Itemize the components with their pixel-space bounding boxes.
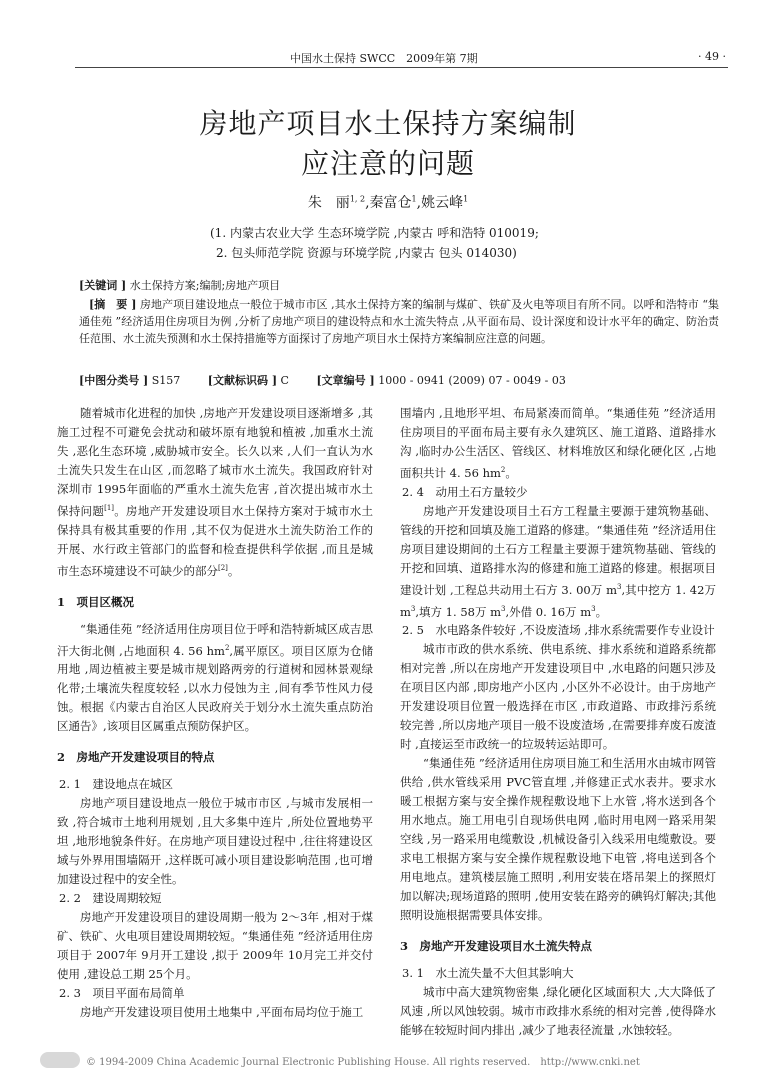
article-no-value: 1000 - 0941 (2009) 07 - 0049 - 03 [378,374,566,387]
section-1-paragraph: “集通佳苑 ”经济适用住房项目位于呼和浩特新城区成吉思汗大街北侧 ,占地面积 4. 56 $hm^2$,属平原区。项目区原为仓储用地 ,周边植被主要是城市规划路两旁的行道树和园林景观绿化带;土壤流失程度较轻 ,以水力侵蚀为主 ,间有季节性风力侵蚀。根据《内蒙古自治区人民政府关于划分水土流失重点防治区通告》,该项目区属重点预防保护区。 [57,621,374,734]
section-2-3-heading: 2. 3 项目平面布局简单 [59,986,185,1001]
author-1: 朱 丽 [307,195,350,211]
left-column [57,404,373,1022]
author-2: ,秦富仓 [365,195,412,211]
section-2-4-paragraph: 房地产开发建设项目土石方工程量主要源于建筑物基础、管线的开挖和回填及施工道路的修建。“集通佳苑 ”经济适用住房项目建设期间的土石方工程量主要源于建筑物基础、管线的开挖和回填、道路排水沟的修建和施工道路的修建。根据项目建设计划 ,工程总共动用土石方 3. 00万 $m^3$,其中挖方 1. 42万 $m^3$,填方 1. 58万 $m^3$,外借 0. 16万 $m^3$。 [400,503,716,619]
affiliation-1: (1. 内蒙古农业大学 生态环境学院 ,内蒙古 呼和浩特 010019; [210,226,539,240]
author-2-affil: 1 [411,194,417,204]
keywords-label: [关键词 ] [79,279,127,292]
section-1-heading: 1 项目区概况 [57,594,135,609]
journal-name: 中国水土保持 SWCC 2009年第 7期 [290,52,478,65]
doc-code-value: C [280,374,289,387]
citation-2: [2] [218,563,228,572]
doc-code-label: [文献标识码 ] [207,374,278,387]
cnki-logo-icon [40,1052,80,1068]
article-title [0,104,776,184]
section-2-heading: 2 房地产开发建设项目的特点 [57,750,215,765]
author-1-affil: 1, 2 [349,194,366,204]
section-2-5-heading: 2. 5 水电路条件较好 ,不设废渣场 ,排水系统需要作专业设计 [402,623,715,638]
abstract-text: 房地产项目建设地点一般位于城市市区 ,其水土保持方案的编制与煤矿、铁矿及火电等项目有所不同。以呼和浩特市 “集通佳苑 ”经济适用住房项目为例 ,分析了房地产项目的建设特点和水土流失特点 ,从平面布局、设计深度和设计水平年的确定、防治责任范围、水土流失预测和水土保持措施等方面探讨了房地产项目水土保持方案编制应注意的问题。 [79,298,719,345]
section-3-1-heading: 3. 1 水土流失量不大但其影响大 [402,966,574,981]
running-header [75,49,728,68]
affiliation-2: 2. 包头师范学院 资源与环境学院 ,内蒙古 包头 014030) [216,246,517,260]
author-list [0,192,776,212]
article-no-label: [文章编号 ] [316,374,375,387]
section-2-2-paragraph: 房地产开发建设项目的建设周期一般为 2～3年 ,相对于煤矿、铁矿、火电项目建设周期较短。“集通佳苑 ”经济适用住房项目于 2007年 9月开工建设 ,拟于 2009年 10月完工并交付使用 ,建设总工期 25个月。 [57,910,373,982]
clc-label: [中图分类号 ] [79,374,149,387]
section-3-heading: 3 房地产开发建设项目水土流失特点 [400,939,592,954]
page-number: · 49 · [698,50,726,63]
author-3: ,姚云峰 [416,195,464,211]
classification-line [79,372,719,389]
section-2-3-continued: 围墙内 ,且地形平坦、布局紧凑而简单。“集通佳苑 ”经济适用住房项目的平面布局主要有永久建筑区、施工道路、道路排水沟 ,临时办公生活区、管线区、材料堆放区和绿化硬化区 ,占地面积共计 4. 56 $hm^2$。 [400,406,716,480]
section-2-3-paragraph: 房地产开发建设项目使用土地集中 ,平面布局均位于施工 [80,1005,364,1020]
citation-1: [1] [104,504,115,512]
section-2-1-heading: 2. 1 建设地点在城区 [59,777,173,792]
clc-value: S157 [151,374,181,387]
section-2-5-paragraph-2: “集通佳苑 ”经济适用住房项目施工和生活用水由城市网管供给 ,供水管线采用 PVC管直埋 ,并修建正式水表井。要求水暖工根据方案与安全操作规程敷设地下上水管 ,将水送到各个用水地点。施工用电引自现场供电网 ,临时用电网一路采用架空线 ,另一路采用电缆敷设 ,机械设备引入线采用电缆敷设。要求电工根据方案与安全操作规程敷设地下电管 ,将电送到各个用电地点。建筑楼层施工照明 ,利用安装在塔吊架上的探照灯加以解决;现场道路的照明 ,使用安装在路旁的碘钨灯解决;其他照明设施根据需要具体安排。 [400,756,716,923]
right-column [400,404,716,1040]
section-3-1-paragraph: 城市中高大建筑物密集 ,绿化硬化区域面积大 ,大大降低了风速 ,所以风蚀较弱。城市市政排水系统的相对完善 ,使得降水能够在较短时间内排出 ,减少了地表径流量 ,水蚀较轻。 [400,985,716,1038]
abstract [79,296,719,347]
intro-paragraph: 随着城市化进程的加快 ,房地产开发建设项目逐渐增多 ,其施工过程不可避免会扰动和破坏原有地貌和植被 ,加重水土流失 ,恶化生态环境 ,威胁城市安全。长久以来 ,人们一直认为水土流失只发生在山区 ,而忽略了城市水土流失。我国政府针对深圳市 1995年面临的严重水土流失危害 ,首次提出城市水土保持问题[1]。房地产开发建设项目水土保持方案对于城市水土保持具有极其重要的作用 ,其不仅为促进水土流失防治工作的开展、水行政主管部门的监督和检查提供科学依据 ,而且是城市生态环境建设不可缺少的部分[2]。 [57,406,374,578]
keywords-text: 水土保持方案;编制;房地产项目 [129,279,281,292]
keywords [79,277,719,294]
page-footer [40,1050,740,1070]
title-line-2: 应注意的问题 [300,147,475,180]
author-3-affil: 1 [463,194,469,204]
section-2-1-paragraph: 房地产项目建设地点一般位于城市市区 ,与城市发展相一致 ,符合城市土地利用规划 ,且大多集中连片 ,所处位置地势平坦 ,地形地貌条件好。在房地产项目建设过程中 ,往往将建设区域与外界用围墙隔开 ,这样既可减小项目建设影响范围 ,也可增加建设过程中的安全性。 [57,796,373,887]
copyright-notice: © 1994-2009 China Academic Journal Electronic Publishing House. All rights reserved. http://www.cnki.net [86,1057,640,1068]
title-line-1: 房地产项目水土保持方案编制 [199,107,577,140]
section-2-2-heading: 2. 2 建设周期较短 [59,891,162,906]
abstract-label: [摘 要 ] [89,298,137,311]
section-2-5-paragraph-1: 城市市政的供水系统、供电系统、排水系统和道路系统都相对完善 ,所以在房地产开发建设项目中 ,水电路的问题只涉及在项目区内部 ,即房地产小区内 ,小区外不必设计。由于房地产开发建设项目位置一般选择在市区 ,市政道路、市政排污系统较完善 ,所以房地产项目一般不设废渣场 ,在需要排弃废石废渣时 ,直接运至市政统一的垃圾转运站即可。 [400,642,716,752]
section-2-4-heading: 2. 4 动用土石方量较少 [402,484,528,499]
